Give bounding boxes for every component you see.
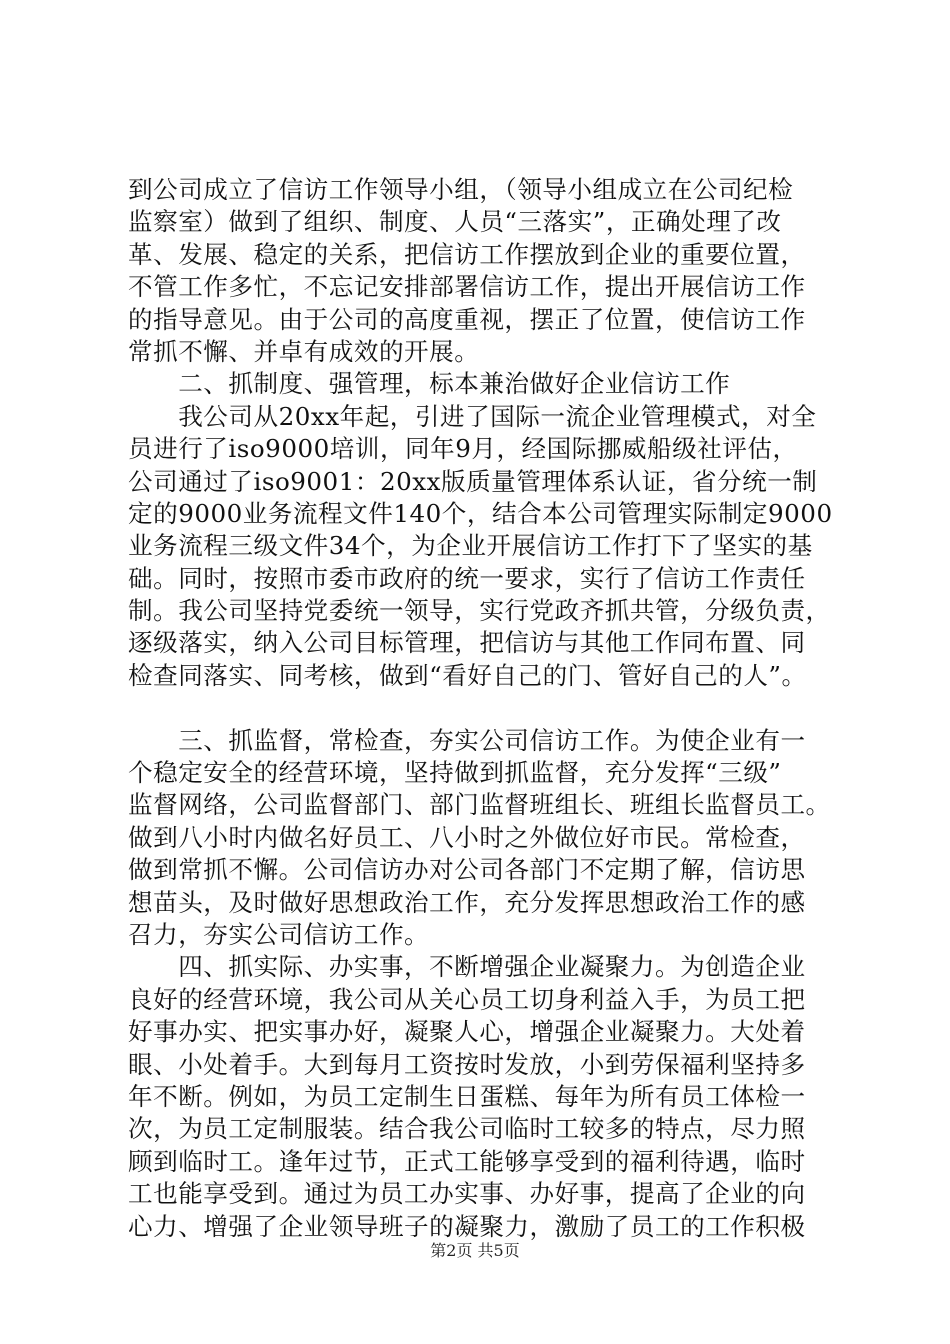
text-line: 公司通过了iso9001：20xx版质量管理体系认证，省分统一制 bbox=[128, 466, 818, 496]
text-line: 我公司从20xx年起，引进了国际一流企业管理模式，对全 bbox=[128, 401, 817, 431]
document-body bbox=[128, 174, 832, 1243]
text-line: 做到常抓不懈。公司信访办对公司各部门不定期了解，信访思 bbox=[128, 855, 806, 885]
text-line: 革、发展、稳定的关系，把信访工作摆放到企业的重要位置， bbox=[128, 239, 806, 269]
text-line: 定的9000业务流程文件140个，结合本公司管理实际制定9000 bbox=[128, 498, 833, 528]
text-line: 员进行了iso9000培训，同年9月，经国际挪威船级社评估， bbox=[128, 434, 798, 464]
text-line: 业务流程三级文件34个，为企业开展信访工作打下了坚实的基 bbox=[128, 531, 813, 561]
text-line: 监督网络，公司监督部门、部门监督班组长、班组长监督员工。 bbox=[128, 790, 831, 820]
text-line: 眼、小处着手。大到每月工资按时发放，小到劳保福利坚持多 bbox=[128, 1049, 806, 1079]
text-line: 的指导意见。由于公司的高度重视，摆正了位置，使信访工作 bbox=[128, 304, 806, 334]
text-line: 召力，夯实公司信访工作。 bbox=[128, 919, 430, 949]
text-line: 年不断。例如，为员工定制生日蛋糕、每年为所有员工体检一 bbox=[128, 1081, 806, 1111]
page-number: 第2页 共5页 bbox=[430, 1241, 520, 1260]
text-line: 顾到临时工。逢年过节，正式工能够享受到的福利待遇，临时 bbox=[128, 1146, 806, 1176]
text-line: 础。同时，按照市委市政府的统一要求，实行了信访工作责任 bbox=[128, 563, 806, 593]
text-line: 逐级落实，纳入公司目标管理，把信访与其他工作同布置、同 bbox=[128, 628, 806, 658]
text-line: 想苗头，及时做好思想政治工作，充分发挥思想政治工作的感 bbox=[128, 887, 806, 917]
text-line: 制。我公司坚持党委统一领导，实行党政齐抓共管，分级负责， bbox=[128, 596, 831, 626]
text-line: 次，为员工定制服装。结合我公司临时工较多的特点，尽力照 bbox=[128, 1114, 806, 1144]
text-line: 检查同落实、同考核，做到“看好自己的门、管好自己的人”。 bbox=[128, 660, 807, 690]
text-line: 心力、增强了企业领导班子的凝聚力，激励了员工的工作积极 bbox=[128, 1211, 806, 1241]
text-line: 个稳定安全的经营环境，坚持做到抓监督，充分发挥“三级” bbox=[128, 758, 782, 788]
text-line: 良好的经营环境，我公司从关心员工切身利益入手，为员工把 bbox=[128, 984, 806, 1014]
text-line: 到公司成立了信访工作领导小组，（领导小组成立在公司纪检 bbox=[128, 175, 794, 204]
text-line: 好事办实、把实事办好，凝聚人心，增强企业凝聚力。大处着 bbox=[128, 1017, 806, 1047]
text-line: 三、抓监督，常检查，夯实公司信访工作。为使企业有一 bbox=[128, 725, 806, 755]
text-line: 不管工作多忙，不忘记安排部署信访工作，提出开展信访工作 bbox=[128, 272, 806, 302]
text-line: 监察室）做到了组织、制度、人员“三落实”，正确处理了改 bbox=[128, 207, 782, 237]
text-line: 工也能享受到。通过为员工办实事、办好事，提高了企业的向 bbox=[128, 1179, 806, 1209]
text-line: 常抓不懈、并卓有成效的开展。 bbox=[128, 336, 480, 366]
blank-line bbox=[128, 692, 832, 724]
page-footer bbox=[0, 1241, 950, 1261]
text-line: 四、抓实际、办实事，不断增强企业凝聚力。为创造企业 bbox=[128, 952, 806, 982]
section-heading: 二、抓制度、强管理，标本兼治做好企业信访工作 bbox=[128, 369, 731, 399]
text-line: 做到八小时内做名好员工、八小时之外做位好市民。常检查， bbox=[128, 822, 806, 852]
